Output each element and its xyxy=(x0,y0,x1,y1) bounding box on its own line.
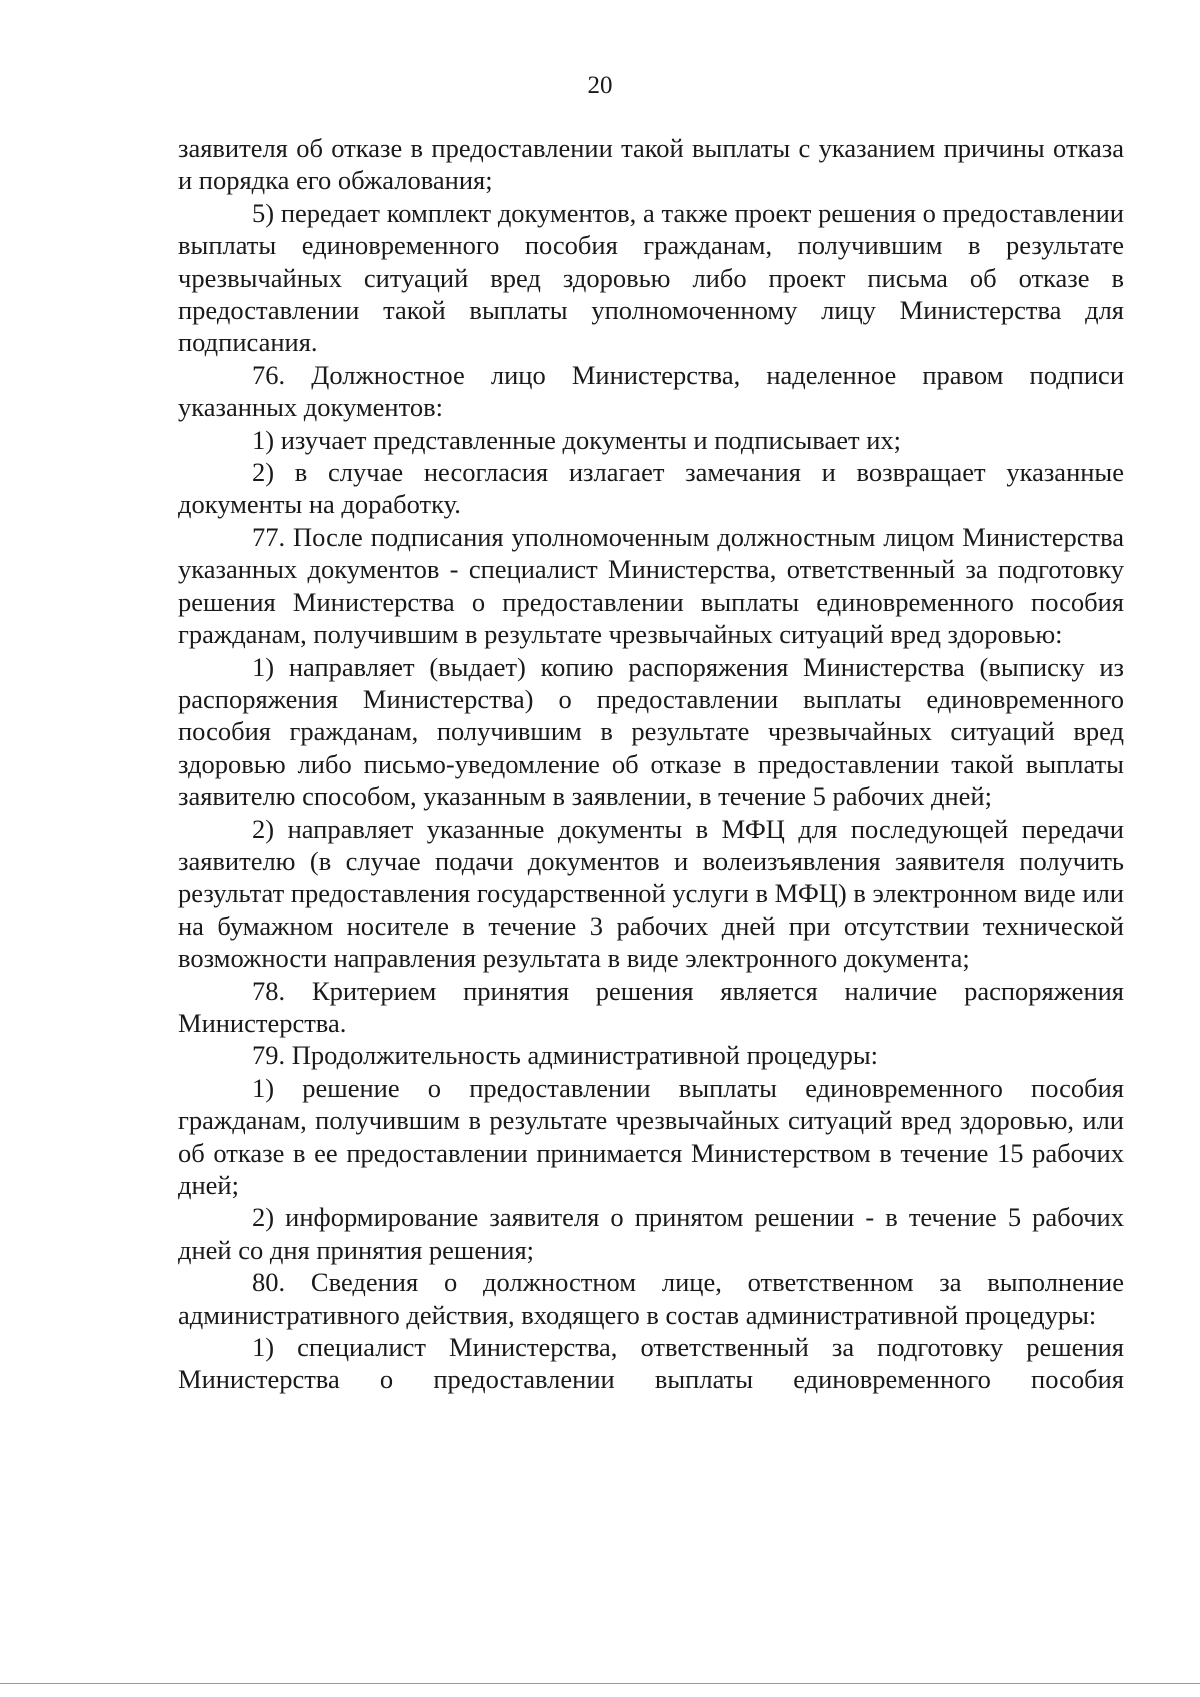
scan-bottom-edge xyxy=(0,1683,1200,1684)
paragraph-item-5: 5) передает комплект документов, а также проект решения о предоставлении выплаты единовременного пособия гражданам, получившим в результате чрезвычайных ситуаций вред здоровью либо проект письма об отказе в предоставлении такой выплаты уполномоченному лицу Министерства для подписания. xyxy=(178,197,1124,358)
paragraph-80-item-1: 1) специалист Министерства, ответственный за подготовку решения Министерства о предоставлении выплаты единовременного пособия xyxy=(178,1332,1124,1395)
paragraph-77-item-2: 2) направляет указанные документы в МФЦ для последующей передачи заявителю (в случае подачи документов и волеизъявления заявителя получить результат предоставления государственной услуги в МФЦ) в электронном виде или на бумажном носителе в течение 3 рабочих дней при отсутствии технической возможности направления результата в виде электронного документа; xyxy=(178,813,1124,974)
paragraph-77: 77. После подписания уполномоченным должностным лицом Министерства указанных документов - специалист Министерства, ответственный за подготовку решения Министерства о предоставлении выплаты единовременного пособия гражданам, получившим в результате чрезвычайных ситуаций вред здоровью: xyxy=(178,521,1124,650)
paragraph-77-item-1: 1) направляет (выдает) копию распоряжения Министерства (выписку из распоряжения Министерства) о предоставлении выплаты единовременного пособия гражданам, получившим в результате чрезвычайных ситуаций вред здоровью либо письмо-уведомление об отказе в предоставлении такой выплаты заявителю способом, указанным в заявлении, в течение 5 рабочих дней; xyxy=(178,651,1124,812)
paragraph-79-item-2: 2) информирование заявителя о принятом решении - в течение 5 рабочих дней со дня принятия решения; xyxy=(178,1202,1124,1265)
paragraph-79-item-1: 1) решение о предоставлении выплаты единовременного пособия гражданам, получившим в результате чрезвычайных ситуаций вред здоровью, или об отказе в ее предоставлении принимается Министерством в течение 15 рабочих дней; xyxy=(178,1072,1124,1200)
page-number: 20 xyxy=(587,72,613,99)
paragraph-76-item-2: 2) в случае несогласия излагает замечания и возвращает указанные документы на доработку. xyxy=(178,457,1124,520)
paragraph-79: 79. Продолжительность административной процедуры: xyxy=(252,1040,879,1071)
paragraph-76-item-1: 1) изучает представленные документы и подписывает их; xyxy=(252,424,901,455)
paragraph-80: 80. Сведения о должностном лице, ответственном за выполнение административного действия, входящего в состав административной процедуры: xyxy=(178,1267,1124,1330)
paragraph-continuation: заявителя об отказе в предоставлении такой выплаты с указанием причины отказа и порядка его обжалования; xyxy=(178,133,1124,196)
paragraph-76: 76. Должностное лицо Министерства, наделенное правом подписи указанных документов: xyxy=(178,359,1124,423)
document-body xyxy=(178,132,1124,1396)
paragraph-78: 78. Критерием принятия решения является наличие распоряжения Министерства. xyxy=(178,975,1124,1038)
